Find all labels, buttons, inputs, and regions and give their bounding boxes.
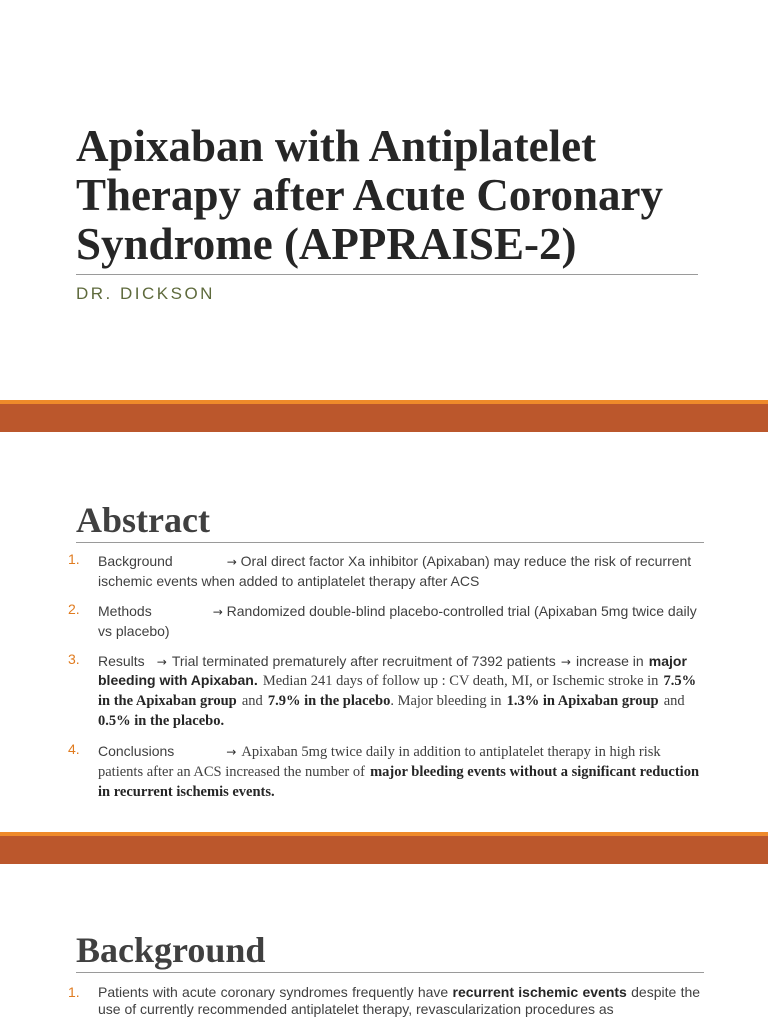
background-list xyxy=(68,984,700,1024)
abstract-list xyxy=(68,551,700,812)
item-text: and xyxy=(241,693,263,709)
list-number: 4. xyxy=(68,741,80,757)
item-text: Apixaban 5mg twice daily in addition to antiplatelet therapy in high risk patients after an ACS increased the number of xyxy=(98,744,661,780)
title-divider xyxy=(76,274,698,275)
item-text: Patients with acute coronary syndromes frequently have xyxy=(98,984,449,1000)
item-emphasis: 7.5% in the Apixaban group xyxy=(98,673,697,709)
list-text xyxy=(98,741,699,800)
abstract-heading: Abstract xyxy=(76,500,210,540)
list-number: 2. xyxy=(68,601,80,617)
item-text: Median 241 days of follow up : CV death, MI, or Ischemic stroke in xyxy=(262,673,659,689)
item-text: . Major bleeding in xyxy=(390,693,502,709)
slide-separator xyxy=(0,400,768,432)
item-text: Oral direct factor Xa inhibitor (Apixaban) may reduce the risk of recurrent ischemic events when added to antiplatelet therapy after ACS xyxy=(98,553,692,589)
item-text: Trial terminated prematurely after recruitment of 7392 patients xyxy=(171,653,556,669)
item-label: Background xyxy=(98,553,173,569)
item-emphasis: 1.3% in Apixaban group xyxy=(506,693,659,709)
background-divider xyxy=(76,972,704,973)
presenter-name: DR. DICKSON xyxy=(76,284,215,303)
list-number: 1. xyxy=(68,551,80,567)
list-item xyxy=(68,651,700,730)
list-item xyxy=(68,551,700,590)
title-slide xyxy=(0,0,768,400)
item-label: Results xyxy=(98,653,145,669)
arrow-icon: → xyxy=(560,655,571,669)
presentation-title: Apixaban with Antiplatelet Therapy after Acute Coronary Syndrome (APPRAISE-2) xyxy=(76,121,663,269)
item-label: Methods xyxy=(98,603,152,619)
abstract-divider xyxy=(76,542,704,543)
list-item xyxy=(68,741,700,801)
item-emphasis: recurrent ischemic events xyxy=(452,984,627,1000)
item-text: increase in xyxy=(575,653,644,669)
list-number: 3. xyxy=(68,651,80,667)
item-emphasis: 0.5% in the placebo. xyxy=(98,713,225,729)
arrow-icon: → xyxy=(156,655,167,669)
item-emphasis: major bleeding with Apixaban. xyxy=(98,653,687,688)
list-text xyxy=(98,984,700,1018)
list-text xyxy=(98,553,691,589)
list-item xyxy=(68,984,700,1018)
arrow-icon: → xyxy=(212,605,223,619)
background-slide xyxy=(0,864,768,1024)
arrow-icon: → xyxy=(226,555,237,569)
list-item xyxy=(68,601,700,640)
item-text: and xyxy=(663,693,685,709)
list-text xyxy=(98,651,696,729)
abstract-slide xyxy=(0,432,768,832)
item-text: despite the use of currently recommended antiplatelet therapy, revascularization procedures as xyxy=(98,984,701,1017)
item-text: Randomized double-blind placebo-controlled trial (Apixaban 5mg twice daily vs placebo) xyxy=(98,603,697,639)
background-heading: Background xyxy=(76,930,266,970)
list-number: 1. xyxy=(68,984,80,1000)
arrow-icon: → xyxy=(226,745,237,759)
item-emphasis: major bleeding events without a significant reduction in recurrent ischemis events. xyxy=(98,764,700,800)
list-text xyxy=(98,603,697,639)
slide-separator xyxy=(0,832,768,864)
item-label: Conclusions xyxy=(98,743,175,759)
item-emphasis: 7.9% in the placebo xyxy=(267,693,391,709)
